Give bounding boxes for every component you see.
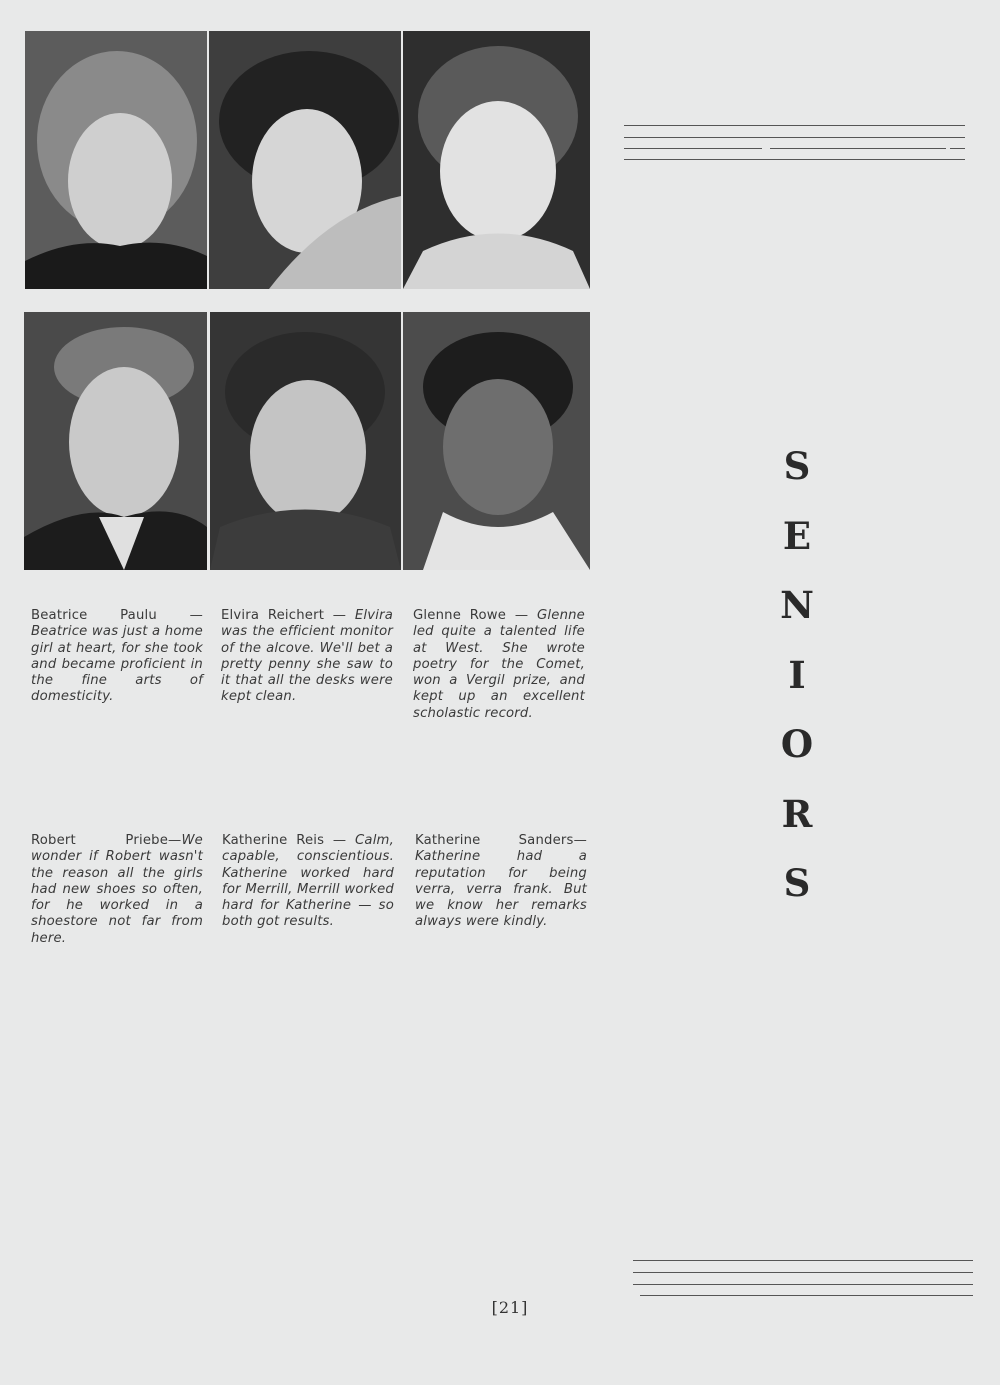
portrait-photo bbox=[24, 312, 207, 570]
senior-name: Katherine Sanders bbox=[415, 833, 574, 848]
title-letter: S bbox=[783, 444, 811, 488]
title-letter: R bbox=[781, 791, 813, 836]
decorative-rule bbox=[624, 148, 762, 149]
title-letter: N bbox=[780, 583, 814, 627]
senior-description: Calm, capable, conscientious. Katherine worked hard for Merrill, Merrill worked hard for Katherine — so both got results. bbox=[222, 833, 394, 930]
caption-separator: — bbox=[156, 608, 203, 623]
portrait-photo bbox=[210, 312, 401, 570]
senior-caption bbox=[31, 608, 203, 706]
seniors-vertical-title bbox=[775, 432, 819, 919]
portrait-photo bbox=[403, 312, 590, 570]
decorative-rule bbox=[640, 1295, 973, 1296]
senior-description: Elvira was the efficient monitor of the alcove. We'll bet a pretty penny she saw to it that all the desks were kept clean. bbox=[221, 608, 394, 705]
senior-caption bbox=[222, 833, 394, 931]
senior-caption bbox=[415, 833, 587, 931]
decorative-rule bbox=[633, 1260, 973, 1261]
portrait-photo bbox=[403, 31, 590, 289]
senior-caption bbox=[413, 608, 585, 722]
senior-caption bbox=[221, 608, 393, 706]
senior-description: We wonder if Robert wasn't the reason all the girls had new shoes so often, for he worked in a shoestore not far from here. bbox=[31, 833, 203, 946]
decorative-rule bbox=[624, 125, 965, 126]
portrait-photo bbox=[209, 31, 401, 289]
senior-name: Beatrice Paulu bbox=[31, 608, 157, 623]
decorative-rule bbox=[633, 1284, 973, 1285]
title-letter: O bbox=[780, 722, 814, 766]
caption-separator: — bbox=[324, 608, 355, 623]
caption-separator: — bbox=[324, 833, 355, 848]
senior-name: Elvira Reichert bbox=[221, 608, 325, 623]
caption-separator: — bbox=[506, 608, 537, 623]
decorative-rule bbox=[633, 1272, 973, 1273]
senior-name: Glenne Rowe bbox=[413, 608, 507, 623]
title-letter: S bbox=[783, 861, 811, 905]
caption-separator: — bbox=[168, 833, 182, 848]
senior-description: Beatrice was just a home girl at heart, for she took and became proficient in the fine arts of domesticity. bbox=[31, 624, 203, 705]
decorative-rule bbox=[624, 159, 965, 160]
decorative-rule bbox=[770, 148, 946, 149]
caption-separator: — bbox=[573, 833, 587, 848]
senior-caption bbox=[31, 833, 203, 947]
page-number: [21] bbox=[491, 1298, 529, 1317]
portrait-photo bbox=[25, 31, 207, 289]
title-letter: E bbox=[782, 513, 812, 558]
senior-description: Glenne led quite a talented life at West. She wrote poetry for the Comet, won a Vergil prize, and kept up an excellent scholastic record. bbox=[413, 608, 585, 721]
senior-name: Katherine Reis bbox=[222, 833, 325, 848]
decorative-rule bbox=[624, 137, 965, 138]
decorative-rule bbox=[950, 148, 965, 149]
title-letter: I bbox=[788, 652, 806, 697]
senior-name: Robert Priebe bbox=[31, 833, 169, 848]
senior-description: Katherine had a reputation for being verra, verra frank. But we know her remarks always were kindly. bbox=[415, 849, 587, 930]
